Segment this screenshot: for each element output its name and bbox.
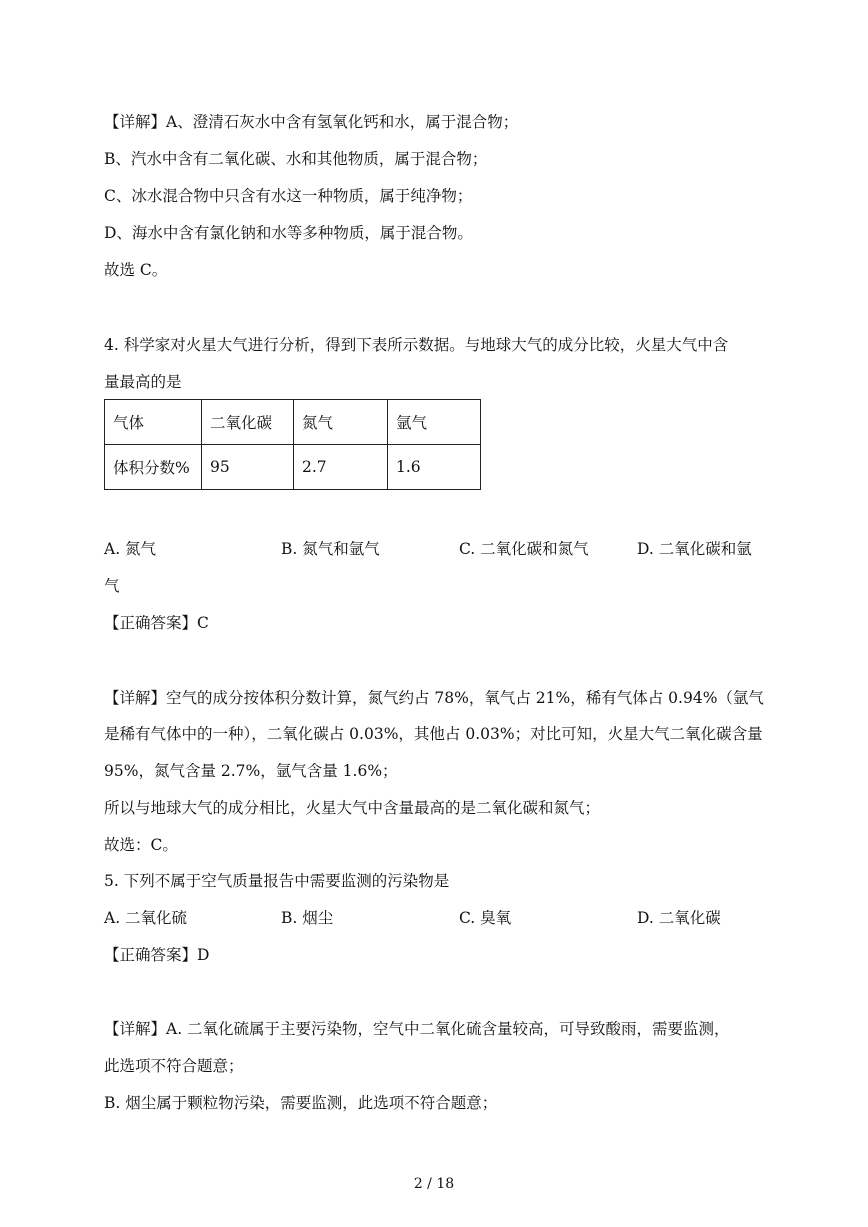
table-cell: 体积分数% <box>105 445 202 490</box>
q5-option-c: C. 臭氧 <box>459 909 512 927</box>
q4-answer: 【正确答案】C <box>104 614 209 632</box>
table-cell: 95 <box>202 445 294 490</box>
q4-option-b: B. 氮气和氩气 <box>281 540 380 558</box>
q5-detail-line-2: 此选项不符合题意； <box>104 1057 244 1075</box>
table-header-row <box>105 400 481 445</box>
q5-answer: 【正确答案】D <box>104 946 210 964</box>
q4-detail-line-3: 95%，氮气含量 2.7%，氩气含量 1.6%； <box>104 762 398 780</box>
page-number: 2 / 18 <box>413 1176 455 1192</box>
q4-detail-line-2: 是稀有气体中的一种），二氧化碳占 0.03%，其他占 0.03%；对比可知，火星大气二氧化碳含量 <box>104 725 763 743</box>
table-cell: 2.7 <box>294 445 388 490</box>
table-row <box>105 445 481 490</box>
table-cell: 氮气 <box>294 400 388 445</box>
q4-option-c: C. 二氧化碳和氮气 <box>459 540 589 558</box>
mars-atmosphere-table <box>104 399 481 490</box>
table-cell: 气体 <box>105 400 202 445</box>
table-cell: 氩气 <box>388 400 481 445</box>
q3-detail-line-3: C、冰水混合物中只含有水这一种物质，属于纯净物； <box>104 187 473 205</box>
q4-option-a: A. 氮气 <box>104 540 157 558</box>
q3-detail-line-5: 故选 C。 <box>104 261 168 279</box>
table-cell: 1.6 <box>388 445 481 490</box>
table-cell: 二氧化碳 <box>202 400 294 445</box>
q5-option-d: D. 二氧化碳 <box>637 909 721 927</box>
q4-detail-line-4: 所以与地球大气的成分相比，火星大气中含量最高的是二氧化碳和氮气； <box>104 799 601 817</box>
q4-stem-line-1: 4. 科学家对火星大气进行分析，得到下表所示数据。与地球大气的成分比较，火星大气中含 <box>104 336 729 354</box>
q5-option-a: A. 二氧化硫 <box>104 909 188 927</box>
q5-option-b: B. 烟尘 <box>281 909 334 927</box>
q4-stem-line-2: 量最高的是 <box>104 373 182 391</box>
q4-detail-line-5: 故选：C。 <box>104 836 178 854</box>
q5-stem: 5. 下列不属于空气质量报告中需要监测的污染物是 <box>104 872 450 890</box>
q3-detail-line-1: 【详解】A、澄清石灰水中含有氢氧化钙和水，属于混合物； <box>104 113 519 131</box>
q3-detail-line-4: D、海水中含有氯化钠和水等多种物质，属于混合物。 <box>104 224 473 242</box>
q4-option-d-wrap: 气 <box>104 577 120 595</box>
q3-detail-line-2: B、汽水中含有二氧化碳、水和其他物质，属于混合物； <box>104 150 488 168</box>
q4-detail-line-1: 【详解】空气的成分按体积分数计算，氮气约占 78%，氧气占 21%，稀有气体占 0.94%（氩气 <box>104 689 764 707</box>
q5-detail-line-3: B. 烟尘属于颗粒物污染，需要监测，此选项不符合题意； <box>104 1094 498 1112</box>
q4-option-d: D. 二氧化碳和氩 <box>637 540 752 558</box>
q5-detail-line-1: 【详解】A. 二氧化硫属于主要污染物，空气中二氧化硫含量较高，可导致酸雨，需要监测， <box>104 1020 730 1038</box>
